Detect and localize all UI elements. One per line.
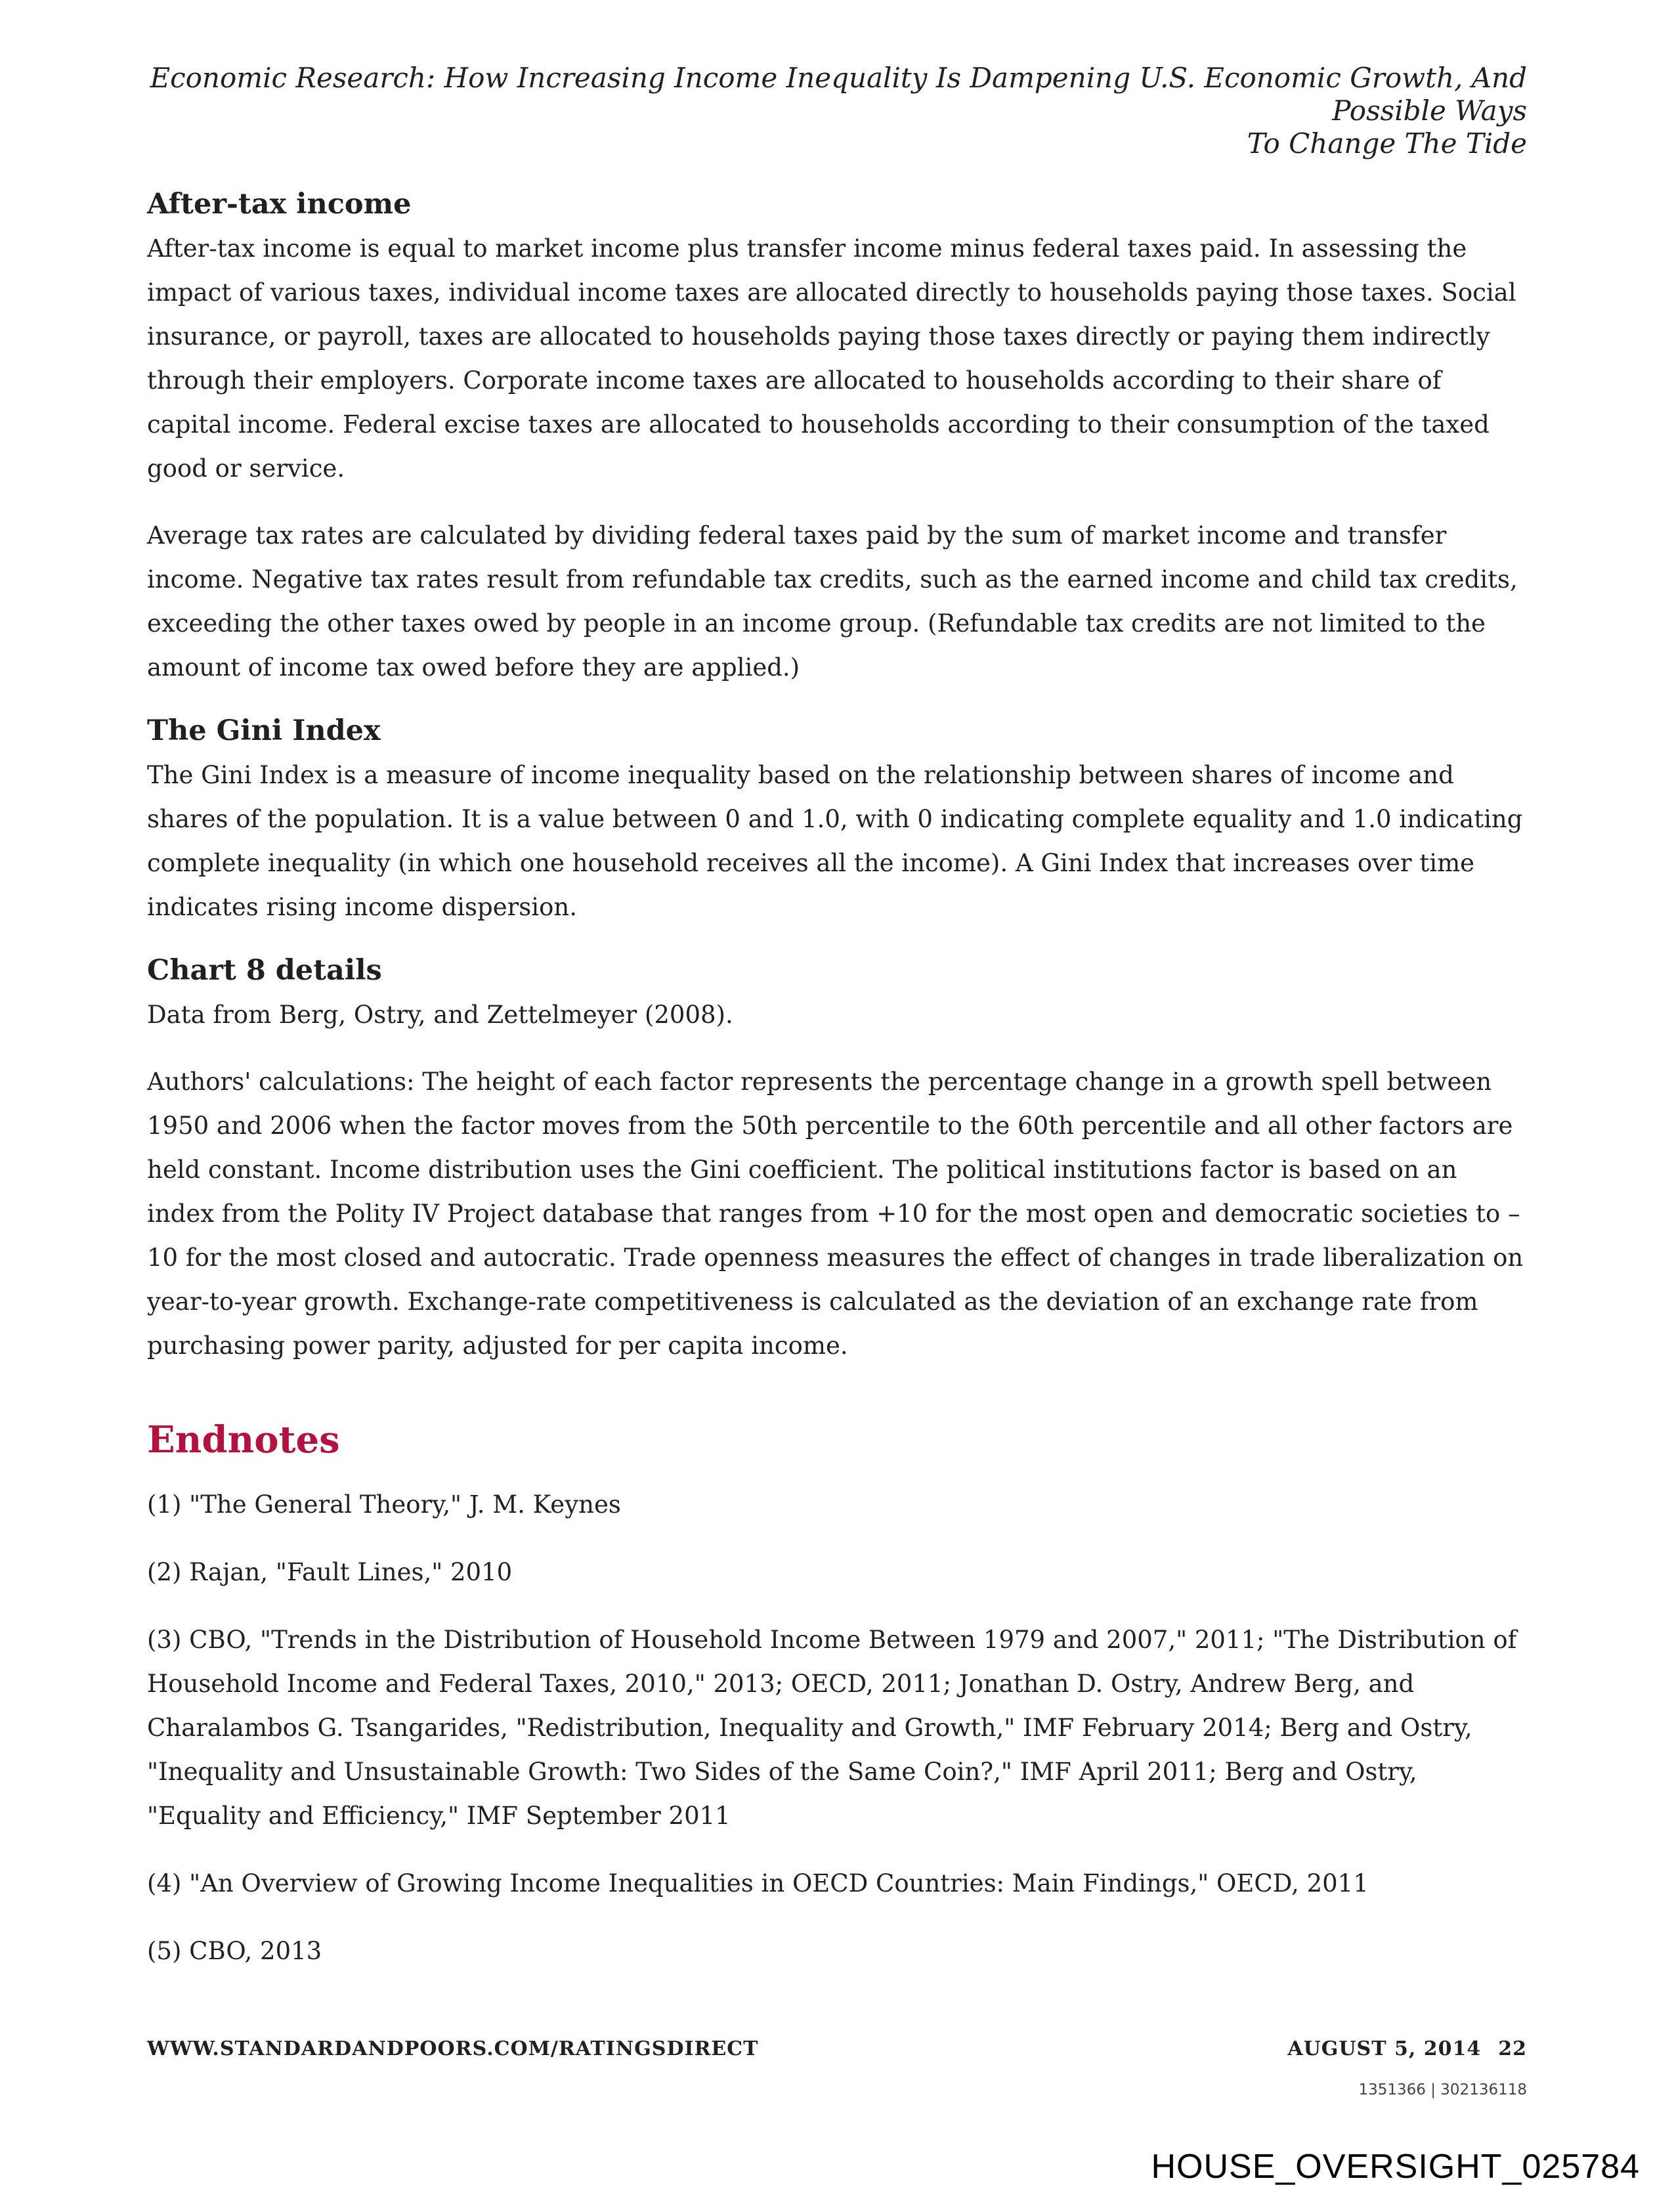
- section-gini-index: [147, 712, 1528, 929]
- section-after-tax-income: [147, 186, 1528, 689]
- endnote-item-3: (3) CBO, "Trends in the Distribution of Household Income Between 1979 and 2007," 2011; "The Distribution of Household Income and Federal Taxes, 2010," 2013; OECD, 2011; Jonathan D. Ostry, Andrew Berg, and Charalambos G. Tsangarides, "Redistribution, Inequality and Growth," IMF February 2014; Berg and Ostry, "Inequality and Unsustainable Growth: Two Sides of the Same Coin?," IMF April 2011; Berg and Ostry, "Equality and Efficiency," IMF September 2011: [147, 1626, 1517, 1830]
- running-header-line-1: Economic Research: How Increasing Income Inequality Is Dampening U.S. Economic Growth, And Possible Ways: [150, 62, 1527, 127]
- paragraph-average-tax-rates: Average tax rates are calculated by dividing federal taxes paid by the sum of market income and transfer income. Negative tax rates result from refundable tax credits, such as the earned income and child tax credits, exceeding the other taxes owed by people in an income group. (Refundable tax credits are not limited to the amount of income tax owed before they are applied.): [147, 521, 1518, 682]
- footer-date-page: [1287, 2037, 1527, 2060]
- running-header-line-2: To Change The Tide: [1247, 127, 1527, 160]
- bates-stamp: HOUSE_OVERSIGHT_025784: [1151, 2148, 1640, 2186]
- page-content: [147, 186, 1528, 1997]
- section-chart-8-details: [147, 952, 1528, 1368]
- endnote-item-2: (2) Rajan, "Fault Lines," 2010: [147, 1558, 513, 1586]
- section-endnotes: [147, 1417, 1528, 1973]
- endnotes-heading: Endnotes: [147, 1418, 340, 1462]
- page-number: 22: [1498, 2037, 1527, 2060]
- endnote-item-5: (5) CBO, 2013: [147, 1937, 322, 1965]
- paragraph-chart-8-calculations: Authors' calculations: The height of each factor represents the percentage change in a growth spell between 1950 and 2006 when the factor moves from the 50th percentile to the 60th percentile and all other factors are held constant. Income distribution uses the Gini coefficient. The political institutions factor is based on an index from the Polity IV Project database that ranges from +10 for the most open and democratic societies to –10 for the most closed and autocratic. Trade openness measures the effect of changes in trade liberalization on year-to-year growth. Exchange-rate competitiveness is calculated as the deviation of an exchange rate from purchasing power parity, adjusted for per capita income.: [147, 1068, 1524, 1360]
- section-heading-gini-index: The Gini Index: [147, 714, 381, 747]
- section-heading-chart-8-details: Chart 8 details: [147, 954, 382, 987]
- section-heading-after-tax-income: After-tax income: [147, 188, 412, 221]
- paragraph-gini-definition: The Gini Index is a measure of income inequality based on the relationship between shares of income and shares of the population. It is a value between 0 and 1.0, with 0 indicating complete equality and 1.0 indicating complete inequality (in which one household receives all the income). A Gini Index that increases over time indicates rising income dispersion.: [147, 761, 1523, 921]
- paragraph-after-tax-definition: After-tax income is equal to market income plus transfer income minus federal taxes paid. In assessing the impact of various taxes, individual income taxes are allocated directly to households paying those taxes. Social insurance, or payroll, taxes are allocated to households paying those taxes directly or paying them indirectly through their employers. Corporate income taxes are allocated to households according to their share of capital income. Federal excise taxes are allocated to households according to their consumption of the taxed good or service.: [147, 234, 1516, 483]
- endnote-item-1: (1) "The General Theory," J. M. Keynes: [147, 1490, 621, 1519]
- footer-website-link[interactable]: WWW.STANDARDANDPOORS.COM/RATINGSDIRECT: [147, 2037, 759, 2060]
- running-header: [147, 62, 1527, 160]
- endnote-item-4: (4) "An Overview of Growing Income Inequalities in OECD Countries: Main Findings," OECD, 2011: [147, 1869, 1369, 1898]
- paragraph-chart-8-source: Data from Berg, Ostry, and Zettelmeyer (2008).: [147, 1001, 733, 1029]
- footer-date: AUGUST 5, 2014: [1287, 2037, 1482, 2060]
- footer-document-id: 1351366 | 302136118: [1358, 2081, 1527, 2098]
